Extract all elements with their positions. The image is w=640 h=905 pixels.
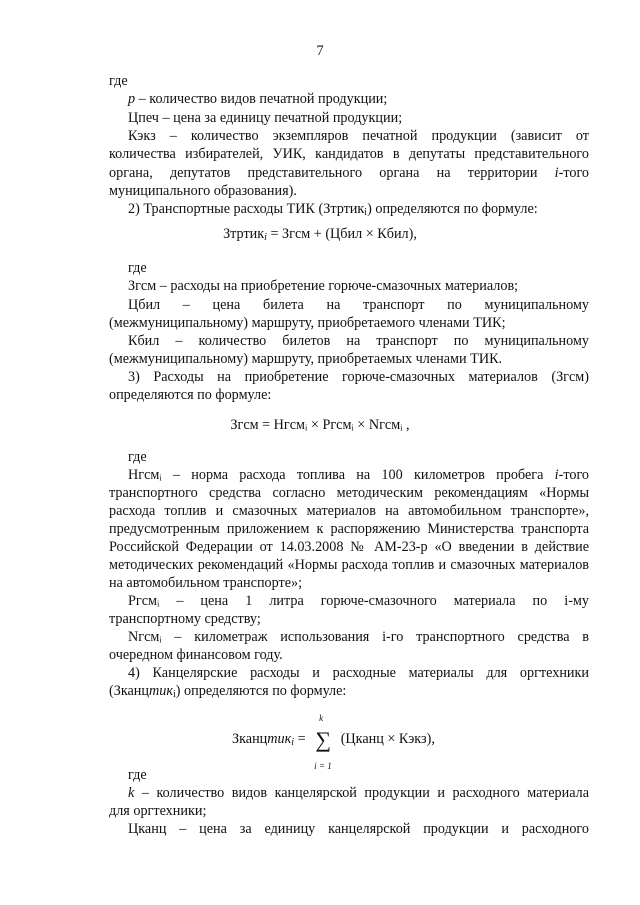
kbil-line-1: Кбил – количество билетов на транспорт по муниципальному — [128, 333, 589, 349]
rgsm-line-1: Ргсмᵢ – цена 1 литра горюче-смазочного материала по i-му — [128, 593, 589, 609]
ngsm-line-4: предусмотренным приложением к распоряжению Министерства транспорта — [109, 521, 589, 537]
kekz-line-4: муниципального образования). — [109, 183, 297, 199]
nngsm-line-1: Nгсмᵢ – километраж использования i-го транспортного средства в — [128, 629, 589, 645]
ngsm-line-2: транспортного средства согласно методическим рекомендациям «Нормы — [109, 485, 589, 501]
rgsm-line-2: транспортному средству; — [109, 611, 261, 627]
page-number: 7 — [316, 43, 324, 59]
item4-heading-line-2: (Зканцтик$_i$) определяются по формуле: — [109, 683, 347, 700]
k-definition-line-2: для оргтехники; — [109, 803, 207, 819]
kekz-line-1: Кэкз – количество экземпляров печатной продукции (зависит от — [128, 128, 589, 144]
where-label-2: где — [128, 260, 147, 276]
cpech-definition: Цпеч – цена за единицу печатной продукции; — [128, 110, 403, 126]
nngsm-line-2: очередном финансовом году. — [109, 647, 283, 663]
kekz-line-2: количества избирателей, УИК, кандидатов в депутаты представительного — [109, 146, 589, 162]
item3-heading-line-1: 3) Расходы на приобретение горюче-смазочных материалов (Згсм) — [128, 369, 589, 385]
ngsm-line-5: Российской Федерации от 14.03.2008 № АМ-23-р «О введении в действие — [109, 539, 589, 555]
office-formula: Зканцтик$_i$ = k ∑ i = 1 (Цканц × Кэкз), — [232, 713, 435, 771]
kbil-line-2: (межмуниципальному) маршруту, приобретаемых членами ТИК. — [109, 351, 503, 367]
item3-heading-line-2: определяются по формуле: — [109, 387, 272, 403]
transport-formula: Зтртик$_i$ = Згсм + (Цбил × Кбил), — [223, 226, 417, 243]
ngsm-line-7: на автомобильном транспорте»; — [109, 575, 303, 591]
p-definition: р – количество видов печатной продукции; — [128, 91, 388, 107]
where-label-3: где — [128, 449, 147, 465]
cbil-line-2: (межмуниципальному) маршруту, приобретаемого членами ТИК; — [109, 315, 506, 331]
ngsm-line-3: расхода топлив и смазочных материалов на автомобильном транспорте», — [109, 503, 589, 519]
where-label-4: где — [128, 767, 147, 783]
where-label: где — [109, 73, 128, 89]
item4-heading-line-1: 4) Канцелярские расходы и расходные материалы для оргтехники — [128, 665, 589, 681]
summation-symbol: k ∑ i = 1 — [314, 713, 332, 771]
kekz-line-3: органа, депутатов представительного органа на территории i-того — [109, 165, 589, 181]
ckanc-line-1: Цканц – цена за единицу канцелярской продукции и расходного — [128, 821, 589, 837]
ngsm-line-1: Нгсмᵢ – норма расхода топлива на 100 километров пробега i-того — [128, 467, 589, 483]
zgsm-definition: Згсм – расходы на приобретение горюче-смазочных материалов; — [128, 278, 519, 294]
cbil-line-1: Цбил – цена билета на транспорт по муниципальному — [128, 297, 589, 313]
ngsm-line-6: методических рекомендаций «Нормы расхода топлив и смазочных материалов — [109, 557, 589, 573]
item2-heading: 2) Транспортные расходы ТИК (Зтртик$_i$) определяются по формуле: — [128, 201, 538, 218]
k-definition-line-1: k – количество видов канцелярской продукции и расходного материала — [128, 785, 589, 801]
fuel-formula: Згсм = Нгсмᵢ × Ргсмᵢ × Nгсмᵢ , — [230, 417, 410, 433]
